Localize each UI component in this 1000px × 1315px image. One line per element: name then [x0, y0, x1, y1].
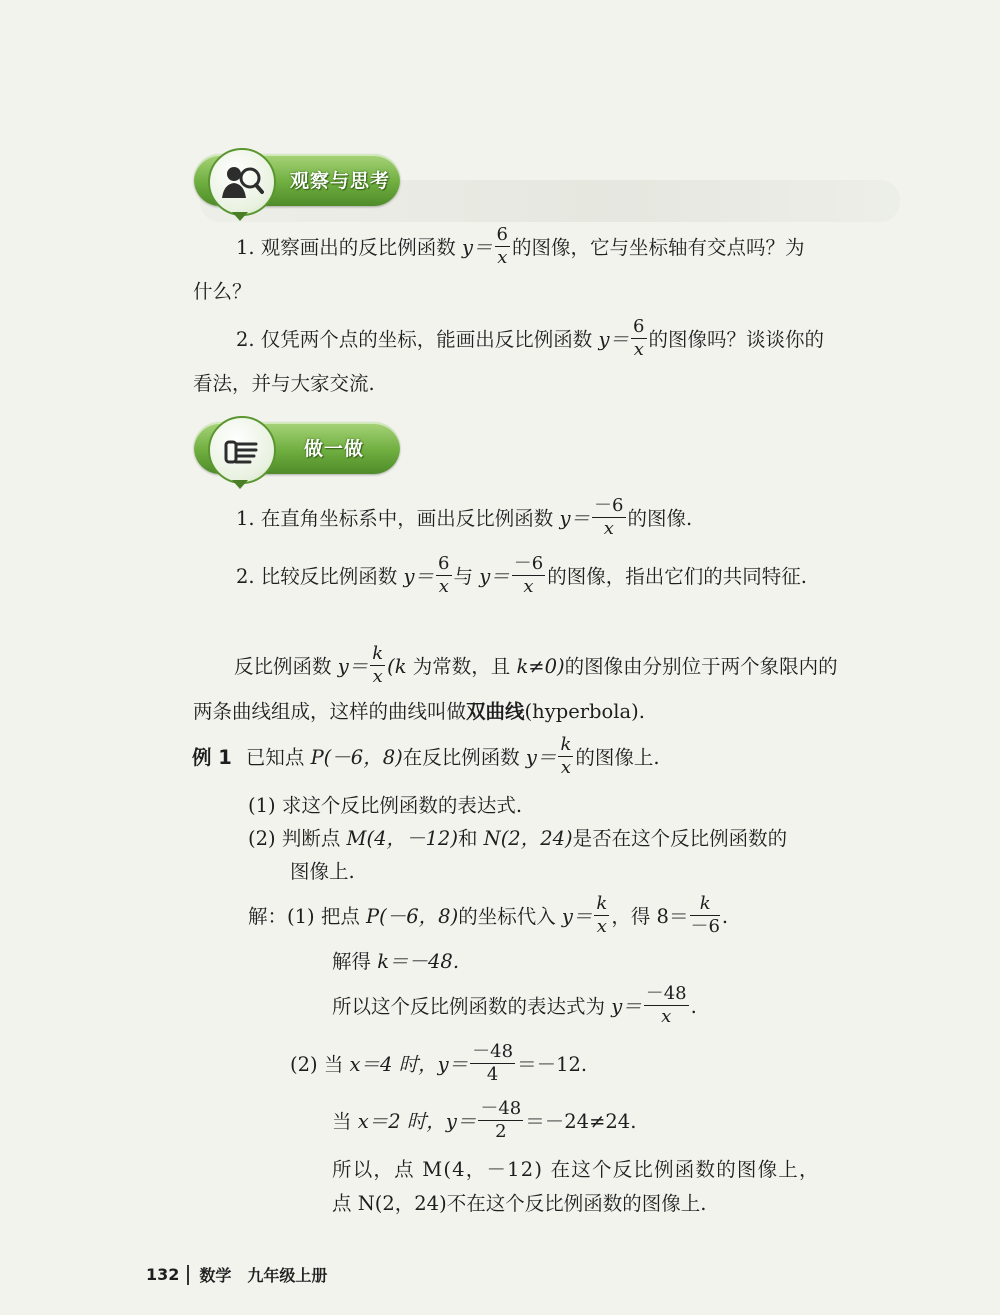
solution-text-b: 的坐标代入	[458, 905, 562, 928]
solution-expression-text: 所以这个反比例函数的表达式为	[332, 995, 612, 1018]
fraction-6-over-x	[436, 555, 451, 596]
math-k-open: (k	[387, 655, 413, 678]
book-title: 数学 九年级上册	[199, 1266, 328, 1285]
example-text-a: 已知点	[245, 746, 311, 769]
observe-q2-line2	[193, 362, 375, 406]
do-q1-text-a: 1. 在直角坐标系中，画出反比例函数	[236, 507, 560, 530]
math-y-eq: y＝	[437, 1053, 469, 1076]
math-k-ne-0: k≠0)	[516, 655, 565, 678]
observe-q1-text-c: 什么？	[193, 280, 252, 303]
fraction-k-over-x	[594, 895, 609, 936]
solution-period: .	[721, 905, 729, 928]
observe-icon	[208, 148, 276, 216]
math-point-m: M(4，－12)	[346, 827, 458, 850]
example-part2-text-c: 是否在这个反比例函数的	[572, 827, 788, 850]
math-x-eq-4: x＝4 时，	[349, 1053, 438, 1076]
solution-k-value: k＝－48.	[377, 950, 460, 973]
example-part2-line2	[290, 850, 355, 894]
chevron-down-icon	[232, 212, 248, 221]
fraction-neg48-over-4	[470, 1043, 515, 1084]
solution-when-text: 当	[332, 1110, 358, 1133]
definition-line1	[234, 645, 838, 689]
example-part2-text-d: 图像上.	[290, 860, 355, 883]
definition-text-a: 反比例函数	[234, 655, 338, 678]
numerator: 6	[438, 553, 450, 574]
example-part2-text-a: (2) 判断点	[248, 827, 347, 850]
denominator: 4	[486, 1064, 499, 1085]
denominator: x	[497, 247, 508, 268]
fraction-k-over-x	[370, 645, 385, 686]
do-q2-text-a: 2. 比较反比例函数	[236, 565, 404, 588]
denominator: 2	[495, 1121, 507, 1142]
definition-text-b: 为常数，且	[412, 655, 517, 678]
observe-q1-line1	[236, 226, 805, 270]
observe-q2-line1	[236, 318, 824, 362]
fraction-neg6-over-x	[512, 555, 545, 596]
numerator: k	[690, 895, 719, 916]
math-y-eq: y＝	[479, 565, 510, 588]
do-q1-text-b: 的图像.	[627, 507, 693, 530]
observe-q1-line2	[193, 270, 252, 314]
fraction-6-over-x	[631, 318, 646, 359]
do-q1-line	[236, 497, 692, 541]
numerator: －6	[513, 553, 544, 574]
solution-result-1: ＝－12.	[517, 1053, 588, 1076]
numerator: －48	[472, 1041, 514, 1062]
do-it-badge	[194, 422, 400, 474]
solution-part2-head: (2) 当	[290, 1053, 350, 1076]
math-y-eq: y＝	[611, 995, 642, 1018]
denominator: －6	[690, 916, 720, 937]
math-y-eq: y＝	[462, 236, 493, 259]
solution-conclusion-2	[332, 1182, 706, 1226]
definition-text-c: 的图像由分别位于两个象限内的	[564, 655, 838, 678]
math-point-p: P(－6，8)	[366, 905, 459, 928]
numerator: －48	[480, 1098, 522, 1119]
solution-result-2: ＝－24≠24.	[525, 1110, 637, 1133]
example-statement	[192, 736, 660, 780]
numerator: k	[372, 643, 384, 664]
observe-q1-text-a: 1. 观察画出的反比例函数	[236, 236, 463, 259]
math-y-eq: y＝	[445, 1110, 477, 1133]
example-part1-text: (1) 求这个反比例函数的表达式.	[248, 794, 523, 817]
observe-q2-text-c: 看法，并与大家交流.	[193, 372, 375, 395]
fraction-k-over-x	[558, 736, 573, 777]
solution-step3	[332, 985, 697, 1029]
do-q2-text-b: 的图像，指出它们的共同特征.	[547, 565, 807, 588]
denominator: x	[661, 1006, 672, 1027]
denominator: x	[633, 339, 644, 360]
observe-q1-text-b: 的图像，它与坐标轴有交点吗？为	[512, 236, 805, 259]
fraction-neg48-over-x	[644, 985, 689, 1026]
term-hyperbola: 双曲线	[466, 700, 525, 723]
math-y-eq: y＝	[561, 905, 593, 928]
numerator: －6	[594, 495, 624, 516]
fraction-k-over-neg6	[690, 895, 719, 936]
solution-conclusion-text-1: 所以，点 M(4，－12) 在这个反比例函数的图像上，	[332, 1158, 820, 1181]
do-q2-text-mid: 与	[453, 565, 480, 588]
numerator: －48	[645, 983, 687, 1004]
denominator: x	[438, 576, 449, 597]
numerator: k	[596, 893, 608, 914]
do-q2-line	[236, 555, 807, 599]
denominator: x	[560, 757, 571, 778]
solution-part2-line1	[290, 1043, 587, 1087]
math-y-eq: y＝	[598, 328, 630, 351]
example-text-c: 的图像上.	[575, 746, 660, 769]
solution-solve-text: 解得	[332, 950, 378, 973]
math-point-n: N(2，24)	[483, 827, 573, 850]
fraction-6-over-x	[495, 226, 510, 267]
solution-text-c: ，得 8＝	[611, 905, 689, 928]
definition-text-d: 两条曲线组成，这样的曲线叫做	[193, 700, 467, 723]
math-point-p: P(－6，8)	[310, 746, 403, 769]
numerator: 6	[496, 224, 508, 245]
math-y-eq: y＝	[525, 746, 557, 769]
denominator: x	[372, 666, 383, 687]
definition-line2	[193, 690, 645, 734]
solution-step1	[248, 895, 728, 939]
solution-part2-line2	[332, 1100, 636, 1144]
solution-step2	[332, 940, 459, 984]
footer-divider	[187, 1265, 189, 1285]
denominator: x	[523, 576, 534, 597]
math-y-eq: y＝	[337, 655, 369, 678]
math-y-eq: y＝	[403, 565, 435, 588]
solution-head: 解：(1) 把点	[248, 905, 367, 928]
math-y-eq: y＝	[559, 507, 591, 530]
example-text-b: 在反比例函数	[402, 746, 526, 769]
hand-icon	[208, 416, 276, 484]
page-number: 132	[146, 1265, 180, 1284]
numerator: k	[560, 734, 572, 755]
definition-text-e: (hyperbola).	[524, 700, 645, 723]
chevron-down-icon	[232, 480, 248, 489]
fraction-neg6-over-x	[592, 497, 625, 538]
do-it-title: 做一做	[304, 438, 365, 460]
example-part2-text-b: 和	[457, 827, 484, 850]
observe-think-badge	[194, 154, 400, 206]
numerator: 6	[633, 316, 645, 337]
observe-q2-text-a: 2. 仅凭两个点的坐标，能画出反比例函数	[236, 328, 599, 351]
observe-q2-text-b: 的图像吗？谈谈你的	[648, 328, 825, 351]
solution-period: .	[690, 995, 697, 1018]
observe-think-title: 观察与思考	[290, 170, 391, 192]
denominator: x	[596, 916, 607, 937]
fraction-neg48-over-2	[478, 1100, 523, 1141]
math-x-eq-2: x＝2 时，	[357, 1110, 446, 1133]
solution-conclusion-text-2: 点 N(2，24)不在这个反比例函数的图像上.	[332, 1192, 707, 1215]
example-label: 例 1	[192, 746, 232, 769]
denominator: x	[603, 518, 614, 539]
page-footer	[146, 1263, 327, 1286]
